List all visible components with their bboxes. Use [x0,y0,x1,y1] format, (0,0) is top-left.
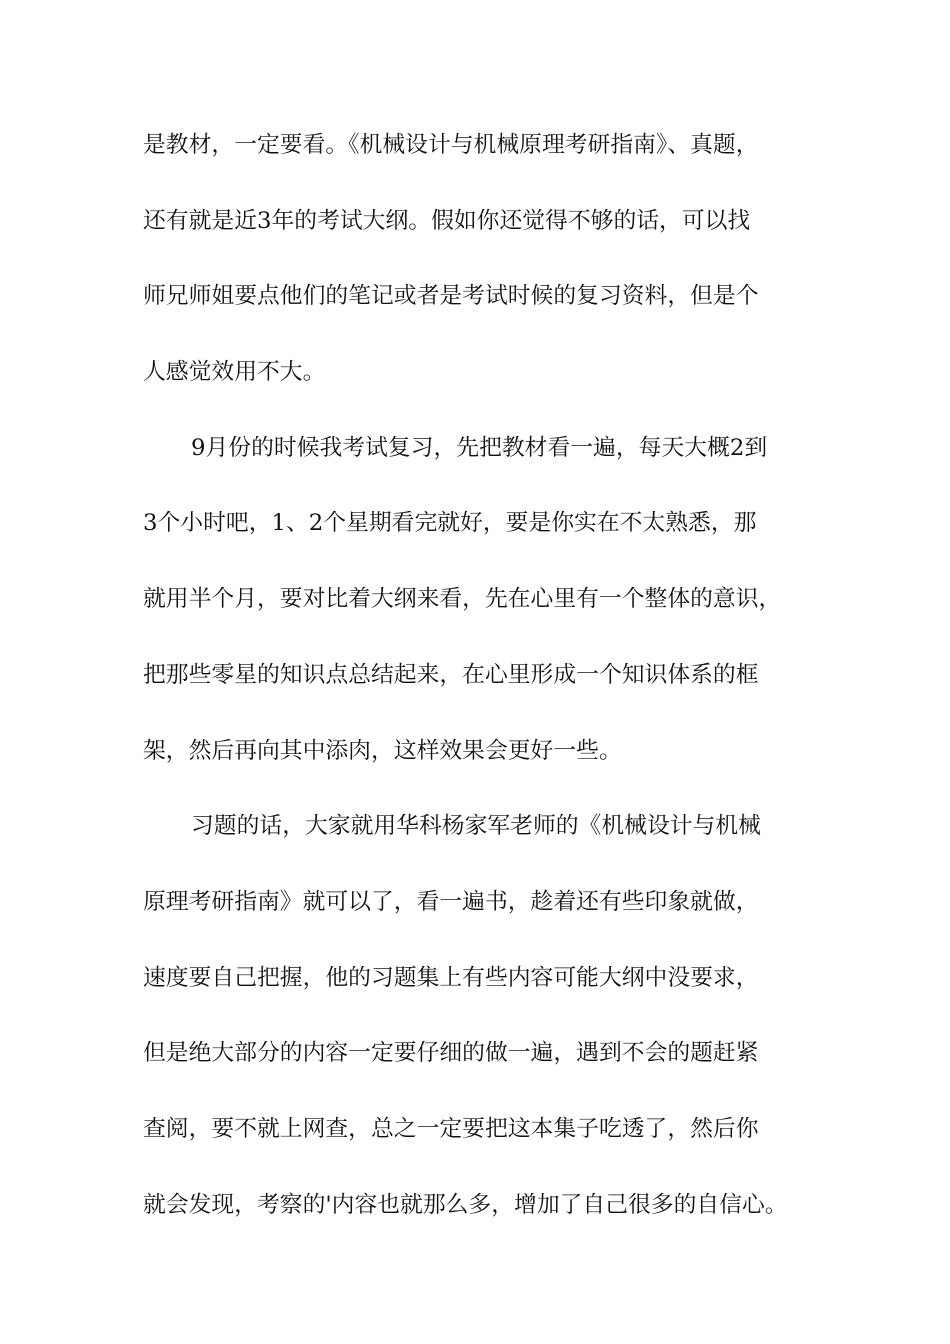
paragraph-start-line: 9月份的时候我考试复习，先把教材看一遍，每天大概2到 [191,434,768,461]
text-line: 是教材，一定要看。《机械设计与机械原理考研指南》、真题， [143,132,759,158]
text-line: 原理考研指南》就可以了，看一遍书，趁着还有些印象就做， [143,888,759,915]
text-line: 查阅，要不就上网查，总之一定要把这本集子吃透了，然后你 [143,1115,759,1142]
text-line: 架，然后再向其中添肉，这样效果会更好一些。 [143,737,622,764]
text-line: 3个小时吧，1、2个星期看完就好，要是你实在不太熟悉，那 [143,510,757,537]
text-line: 但是绝大部分的内容一定要仔细的做一遍，遇到不会的题赶紧 [143,1040,759,1067]
text-line: 就用半个月，要对比着大纲来看，先在心里有一个整体的意识， [143,586,782,613]
text-line: 速度要自己把握，他的习题集上有些内容可能大纲中没要求， [143,964,759,991]
text-line: 还有就是近3年的考试大纲。假如你还觉得不够的话，可以找 [143,207,751,234]
document-body [143,124,843,1259]
text-line: 人感觉效用不大。 [143,359,326,386]
text-line: 就会发现，考察的'内容也就那么多，增加了自己很多的自信心。 [143,1191,788,1218]
text-line: 把那些零星的知识点总结起来，在心里形成一个知识体系的框 [143,661,759,688]
paragraph-start-line: 习题的话，大家就用华科杨家军老师的《机械设计与机械 [191,813,761,840]
text-line: 师兄师姐要点他们的笔记或者是考试时候的复习资料，但是个 [143,283,759,310]
